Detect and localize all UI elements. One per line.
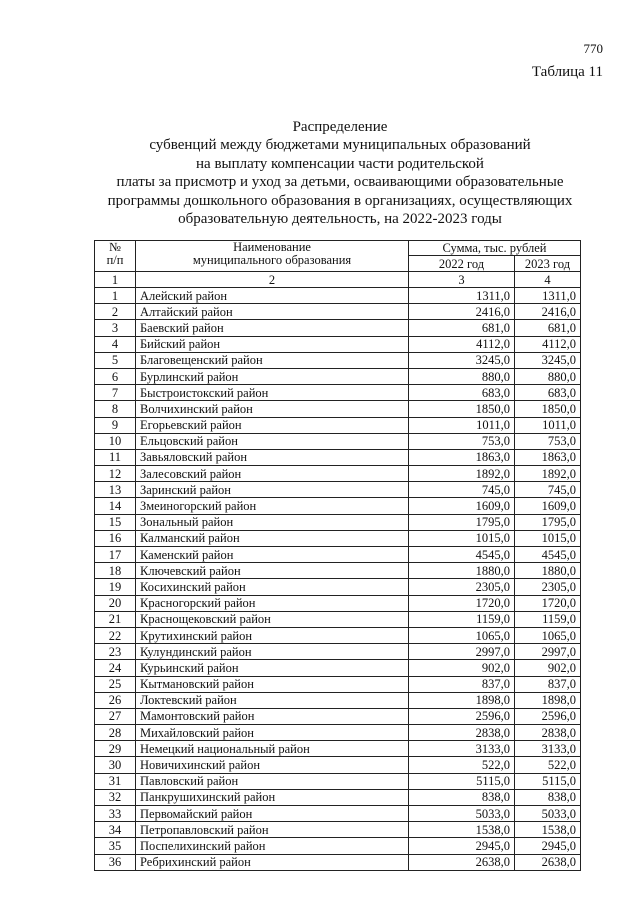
table-row [95, 822, 581, 838]
municipality-name: Мамонтовский район [136, 708, 409, 724]
amount-2023: 3133,0 [515, 741, 581, 757]
row-number: 1 [95, 288, 136, 304]
amount-2022: 2838,0 [409, 725, 515, 741]
row-number: 29 [95, 741, 136, 757]
row-number: 15 [95, 514, 136, 530]
amount-2023: 1880,0 [515, 563, 581, 579]
header-name-line2: муниципального образования [192, 253, 352, 267]
amount-2023: 902,0 [515, 660, 581, 676]
amount-2023: 4545,0 [515, 547, 581, 563]
row-number: 30 [95, 757, 136, 773]
municipality-name: Бурлинский район [136, 368, 409, 384]
amount-2023: 1850,0 [515, 401, 581, 417]
amount-2023: 837,0 [515, 676, 581, 692]
municipality-name: Локтевский район [136, 692, 409, 708]
municipality-name: Новичихинский район [136, 757, 409, 773]
header-number-line2: п/п [106, 253, 124, 267]
table-row [95, 789, 581, 805]
municipality-name: Змеиногорский район [136, 498, 409, 514]
row-number: 21 [95, 611, 136, 627]
municipality-name: Баевский район [136, 320, 409, 336]
amount-2022: 880,0 [409, 368, 515, 384]
amount-2023: 838,0 [515, 789, 581, 805]
page-number: 770 [583, 41, 603, 56]
amount-2023: 5115,0 [515, 773, 581, 789]
table-row [95, 514, 581, 530]
municipality-name: Краснощековский район [136, 611, 409, 627]
row-number: 28 [95, 725, 136, 741]
table-row [95, 563, 581, 579]
amount-2023: 2945,0 [515, 838, 581, 854]
municipality-name: Павловский район [136, 773, 409, 789]
row-number: 3 [95, 320, 136, 336]
table-row [95, 741, 581, 757]
header-sum: Сумма, тыс. рублей [409, 241, 581, 256]
row-number: 14 [95, 498, 136, 514]
table-row [95, 757, 581, 773]
column-index-row [95, 272, 581, 288]
amount-2022: 753,0 [409, 433, 515, 449]
municipality-name: Кытмановский район [136, 676, 409, 692]
row-number: 16 [95, 530, 136, 546]
table-row [95, 320, 581, 336]
municipality-name: Михайловский район [136, 725, 409, 741]
heading-line: на выплату компенсации части родительской [196, 155, 484, 172]
amount-2023: 880,0 [515, 368, 581, 384]
amount-2022: 681,0 [409, 320, 515, 336]
table-row [95, 708, 581, 724]
row-number: 24 [95, 660, 136, 676]
row-number: 33 [95, 806, 136, 822]
municipality-name: Красногорский район [136, 595, 409, 611]
amount-2022: 3133,0 [409, 741, 515, 757]
amount-2022: 4112,0 [409, 336, 515, 352]
row-number: 17 [95, 547, 136, 563]
header-number-line1: № [109, 240, 121, 254]
municipality-name: Петропавловский район [136, 822, 409, 838]
amount-2023: 1159,0 [515, 611, 581, 627]
table-row [95, 530, 581, 546]
amount-2022: 1898,0 [409, 692, 515, 708]
amount-2022: 1538,0 [409, 822, 515, 838]
table-row [95, 498, 581, 514]
municipality-name: Крутихинский район [136, 627, 409, 643]
table-row [95, 433, 581, 449]
column-index: 3 [409, 272, 515, 288]
amount-2022: 4545,0 [409, 547, 515, 563]
amount-2023: 5033,0 [515, 806, 581, 822]
municipality-name: Ребрихинский район [136, 854, 409, 870]
row-number: 2 [95, 304, 136, 320]
table-row [95, 773, 581, 789]
row-number: 19 [95, 579, 136, 595]
amount-2023: 753,0 [515, 433, 581, 449]
amount-2023: 1311,0 [515, 288, 581, 304]
municipality-name: Бийский район [136, 336, 409, 352]
amount-2022: 1863,0 [409, 449, 515, 465]
table-row [95, 336, 581, 352]
amount-2022: 1015,0 [409, 530, 515, 546]
table-row [95, 547, 581, 563]
amount-2023: 683,0 [515, 385, 581, 401]
amount-2023: 681,0 [515, 320, 581, 336]
row-number: 6 [95, 368, 136, 384]
row-number: 25 [95, 676, 136, 692]
municipality-name: Быстроистокский район [136, 385, 409, 401]
table-row [95, 304, 581, 320]
row-number: 31 [95, 773, 136, 789]
table-row [95, 352, 581, 368]
municipality-name: Кулундинский район [136, 644, 409, 660]
table-row [95, 368, 581, 384]
amount-2022: 2997,0 [409, 644, 515, 660]
table-label: Таблица 11 [531, 64, 603, 80]
municipality-name: Алтайский район [136, 304, 409, 320]
table-row [95, 401, 581, 417]
header-name [136, 241, 409, 272]
header-name-line1: Наименование [233, 240, 311, 254]
row-number: 5 [95, 352, 136, 368]
row-number: 8 [95, 401, 136, 417]
amount-2023: 2416,0 [515, 304, 581, 320]
column-index: 4 [515, 272, 581, 288]
row-number: 26 [95, 692, 136, 708]
row-number: 27 [95, 708, 136, 724]
table-row [95, 676, 581, 692]
row-number: 18 [95, 563, 136, 579]
amount-2023: 1011,0 [515, 417, 581, 433]
row-number: 12 [95, 466, 136, 482]
row-number: 36 [95, 854, 136, 870]
amount-2022: 2945,0 [409, 838, 515, 854]
table-row [95, 627, 581, 643]
amount-2022: 745,0 [409, 482, 515, 498]
subventions-table [94, 240, 581, 871]
row-number: 4 [95, 336, 136, 352]
amount-2022: 2596,0 [409, 708, 515, 724]
amount-2022: 837,0 [409, 676, 515, 692]
municipality-name: Алейский район [136, 288, 409, 304]
table-row [95, 725, 581, 741]
amount-2022: 1795,0 [409, 514, 515, 530]
amount-2023: 745,0 [515, 482, 581, 498]
column-index: 1 [95, 272, 136, 288]
municipality-name: Каменский район [136, 547, 409, 563]
amount-2023: 1795,0 [515, 514, 581, 530]
municipality-name: Зональный район [136, 514, 409, 530]
heading-line: программы дошкольного образования в организациях, осуществляющих [107, 192, 573, 209]
row-number: 32 [95, 789, 136, 805]
amount-2022: 2416,0 [409, 304, 515, 320]
municipality-name: Поспелихинский район [136, 838, 409, 854]
amount-2022: 902,0 [409, 660, 515, 676]
amount-2022: 2305,0 [409, 579, 515, 595]
table-row [95, 466, 581, 482]
row-number: 35 [95, 838, 136, 854]
amount-2022: 1609,0 [409, 498, 515, 514]
municipality-name: Завьяловский район [136, 449, 409, 465]
row-number: 9 [95, 417, 136, 433]
municipality-name: Егорьевский район [136, 417, 409, 433]
amount-2022: 3245,0 [409, 352, 515, 368]
amount-2023: 1892,0 [515, 466, 581, 482]
municipality-name: Калманский район [136, 530, 409, 546]
amount-2023: 1720,0 [515, 595, 581, 611]
amount-2022: 1311,0 [409, 288, 515, 304]
amount-2022: 1011,0 [409, 417, 515, 433]
table-row [95, 288, 581, 304]
municipality-name: Панкрушихинский район [136, 789, 409, 805]
amount-2022: 1159,0 [409, 611, 515, 627]
amount-2023: 1065,0 [515, 627, 581, 643]
amount-2022: 522,0 [409, 757, 515, 773]
amount-2022: 2638,0 [409, 854, 515, 870]
table-row [95, 644, 581, 660]
amount-2023: 1863,0 [515, 449, 581, 465]
amount-2023: 2838,0 [515, 725, 581, 741]
header-year-2022: 2022 год [409, 256, 515, 272]
heading-line: Распределение [292, 119, 388, 135]
amount-2022: 1065,0 [409, 627, 515, 643]
table-row [95, 595, 581, 611]
row-number: 10 [95, 433, 136, 449]
municipality-name: Первомайский район [136, 806, 409, 822]
amount-2023: 2305,0 [515, 579, 581, 595]
municipality-name: Немецкий национальный район [136, 741, 409, 757]
column-index: 2 [136, 272, 409, 288]
table-body [95, 288, 581, 871]
municipality-name: Волчихинский район [136, 401, 409, 417]
table-row [95, 660, 581, 676]
amount-2023: 2997,0 [515, 644, 581, 660]
amount-2022: 1720,0 [409, 595, 515, 611]
amount-2022: 1850,0 [409, 401, 515, 417]
amount-2023: 1898,0 [515, 692, 581, 708]
amount-2023: 522,0 [515, 757, 581, 773]
table-row [95, 579, 581, 595]
municipality-name: Косихинский район [136, 579, 409, 595]
row-number: 22 [95, 627, 136, 643]
amount-2023: 1609,0 [515, 498, 581, 514]
amount-2022: 5115,0 [409, 773, 515, 789]
document-heading [90, 118, 590, 228]
table-row [95, 806, 581, 822]
municipality-name: Курьинский район [136, 660, 409, 676]
table-row [95, 449, 581, 465]
header-number [95, 241, 136, 272]
amount-2022: 1880,0 [409, 563, 515, 579]
amount-2022: 5033,0 [409, 806, 515, 822]
table-row [95, 854, 581, 870]
table-row [95, 417, 581, 433]
header-year-2023: 2023 год [515, 256, 581, 272]
amount-2023: 2596,0 [515, 708, 581, 724]
heading-line: платы за присмотр и уход за детьми, осваивающими образовательные [116, 174, 564, 191]
row-number: 20 [95, 595, 136, 611]
heading-line: субвенций между бюджетами муниципальных образований [149, 137, 531, 154]
amount-2022: 683,0 [409, 385, 515, 401]
row-number: 11 [95, 449, 136, 465]
row-number: 13 [95, 482, 136, 498]
table-row [95, 692, 581, 708]
amount-2023: 1015,0 [515, 530, 581, 546]
amount-2023: 4112,0 [515, 336, 581, 352]
row-number: 7 [95, 385, 136, 401]
amount-2022: 838,0 [409, 789, 515, 805]
municipality-name: Ельцовский район [136, 433, 409, 449]
municipality-name: Ключевский район [136, 563, 409, 579]
heading-line: образовательную деятельность, на 2022-2023 годы [178, 211, 502, 228]
amount-2022: 1892,0 [409, 466, 515, 482]
municipality-name: Благовещенский район [136, 352, 409, 368]
municipality-name: Заринский район [136, 482, 409, 498]
table-row [95, 838, 581, 854]
row-number: 23 [95, 644, 136, 660]
amount-2023: 1538,0 [515, 822, 581, 838]
amount-2023: 3245,0 [515, 352, 581, 368]
table-row [95, 482, 581, 498]
amount-2023: 2638,0 [515, 854, 581, 870]
table-row [95, 385, 581, 401]
row-number: 34 [95, 822, 136, 838]
municipality-name: Залесовский район [136, 466, 409, 482]
table-row [95, 611, 581, 627]
